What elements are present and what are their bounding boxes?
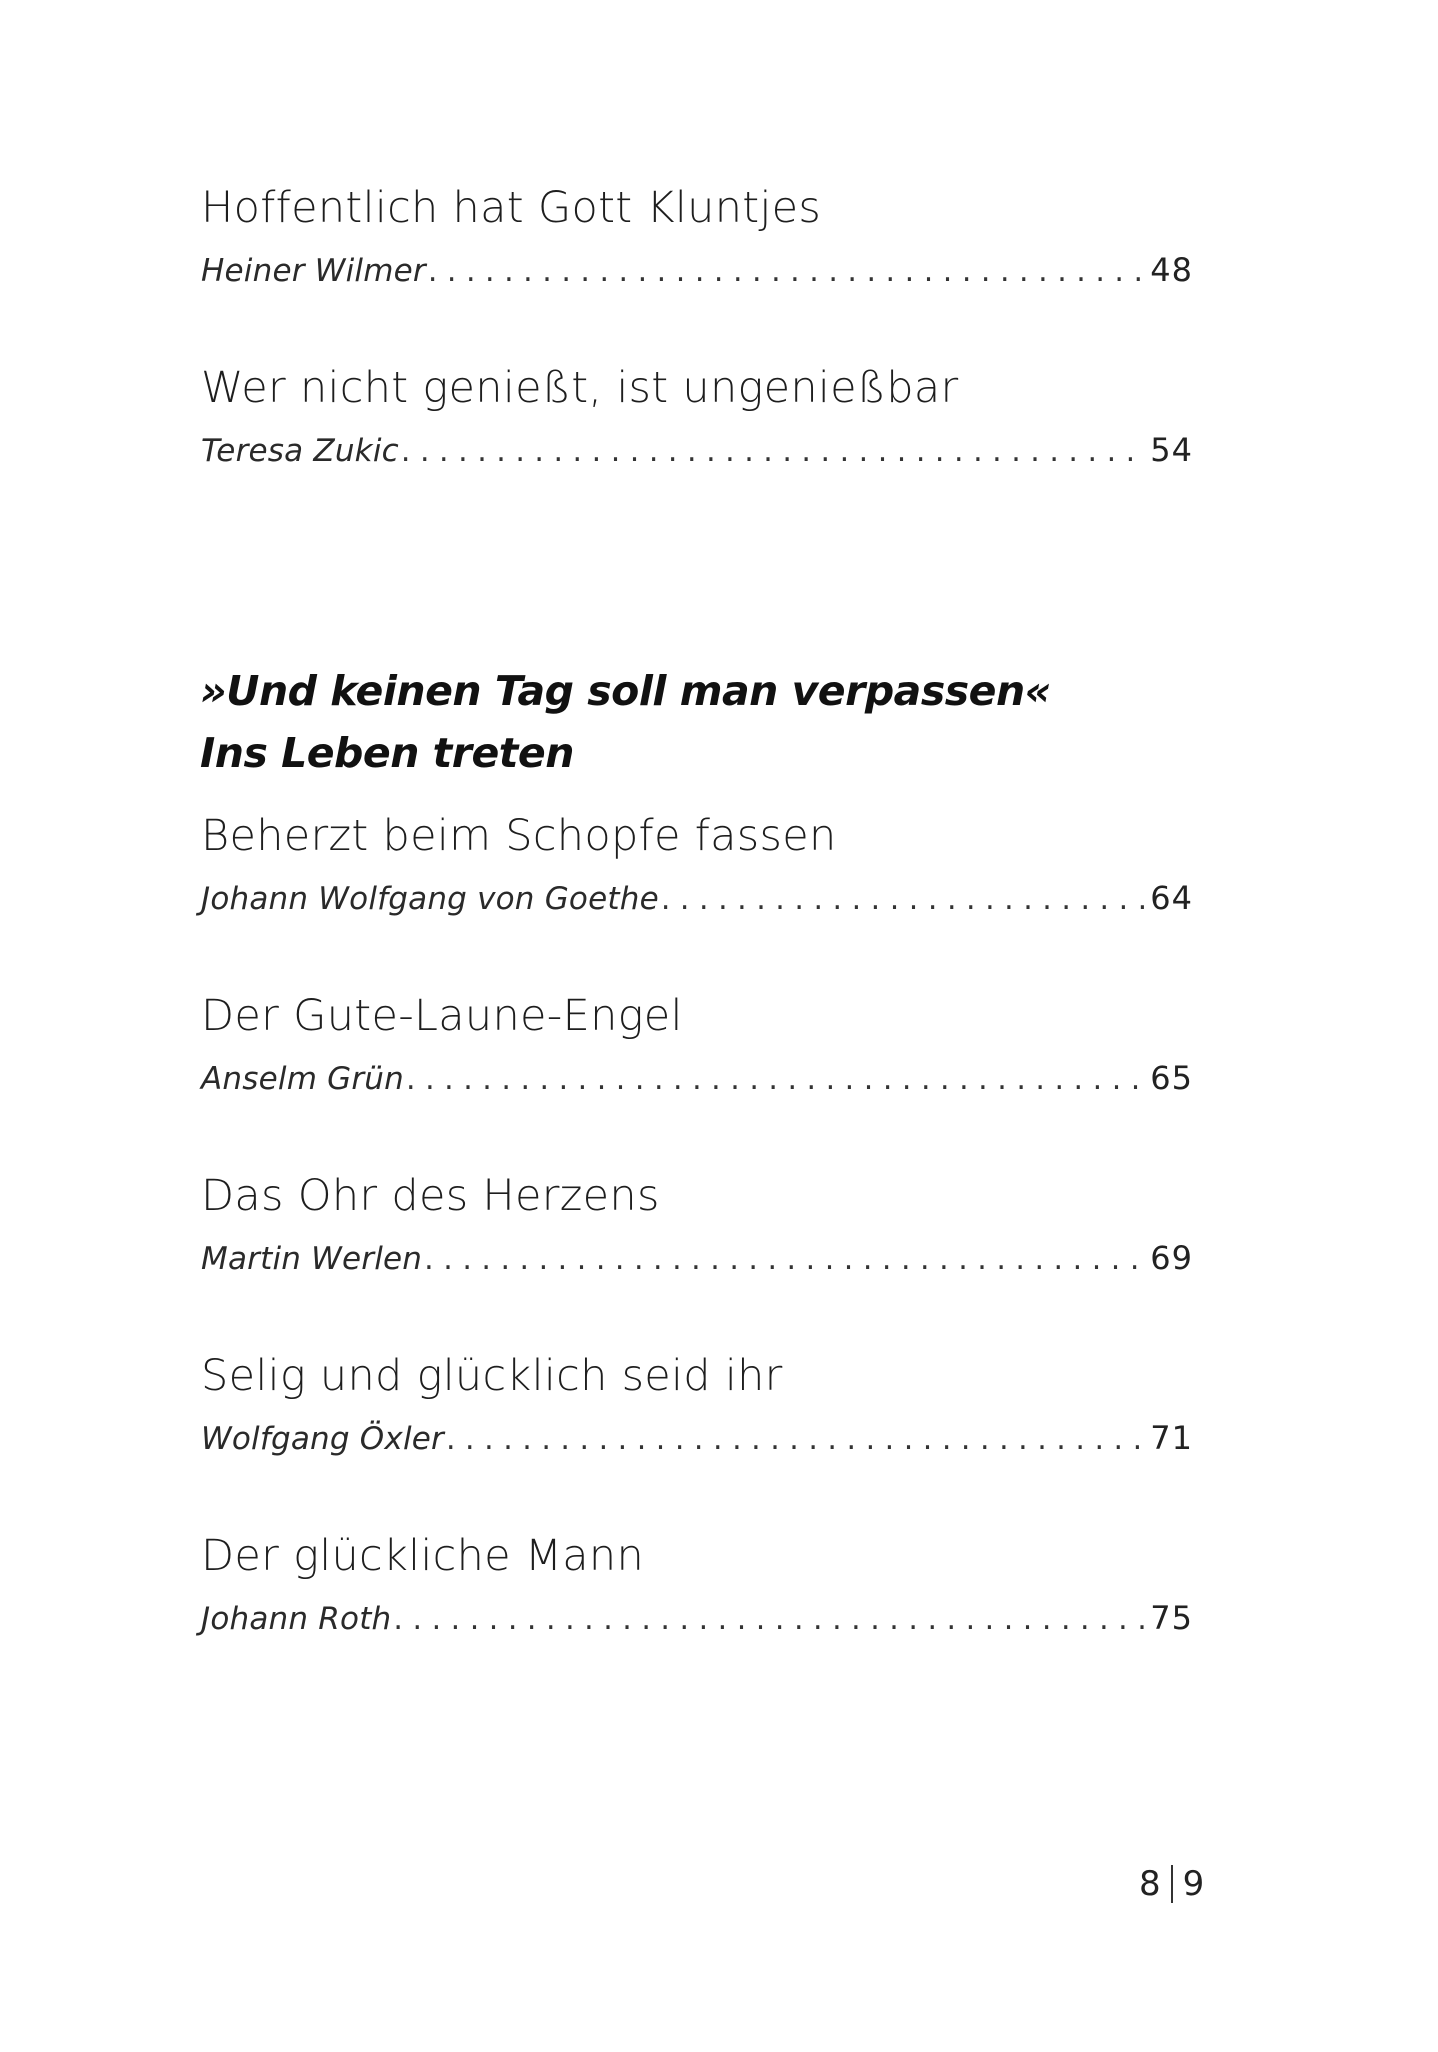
toc-entry — [201, 1348, 1193, 1462]
toc-entry — [201, 1168, 1193, 1282]
toc-entry-author: Teresa Zukic — [201, 433, 399, 469]
section-subtitle: Ins Leben treten — [200, 729, 574, 777]
toc-entry-author: Anselm Grün — [201, 1061, 405, 1097]
toc-entry — [201, 808, 1193, 922]
toc-entry — [201, 180, 1193, 294]
toc-entry-title: Das Ohr des Herzens — [201, 1171, 660, 1221]
toc-entry-title: Der glückliche Mann — [201, 1531, 645, 1581]
toc-entry-page: 69 — [1150, 1239, 1193, 1277]
dot-leader — [428, 250, 1144, 294]
toc-entry-title: Hoffentlich hat Gott Kluntjes — [201, 183, 822, 233]
folio-right-page: 9 — [1182, 1864, 1205, 1904]
toc-entry-author: Johann Roth — [201, 1601, 392, 1637]
toc-entry-author: Martin Werlen — [201, 1241, 423, 1277]
toc-entry-title: Selig und glücklich seid ihr — [201, 1351, 783, 1401]
toc-entry-page: 48 — [1150, 251, 1193, 289]
toc-entry-page: 65 — [1150, 1059, 1193, 1097]
toc-entry-title: Beherzt beim Schopfe fassen — [201, 811, 837, 861]
toc-entry-page: 71 — [1150, 1419, 1193, 1457]
dot-leader — [406, 1058, 1144, 1102]
dot-leader — [424, 1238, 1144, 1282]
dot-leader — [393, 1598, 1144, 1642]
toc-entry — [201, 988, 1193, 1102]
folio-divider — [1171, 1865, 1173, 1903]
toc-entry-title: Der Gute-Laune-Engel — [201, 991, 683, 1041]
toc-entry-author: Heiner Wilmer — [201, 253, 426, 289]
toc-entry-page: 64 — [1150, 879, 1193, 917]
section-heading — [200, 660, 1051, 784]
section-quote: »Und keinen Tag soll man verpassen« — [200, 667, 1051, 715]
page-folio — [1139, 1864, 1204, 1904]
dot-leader — [661, 878, 1144, 922]
toc-entry-author: Johann Wolfgang von Goethe — [201, 881, 659, 917]
toc-entry — [201, 360, 1193, 474]
dot-leader — [446, 1418, 1144, 1462]
toc-entry-page: 54 — [1150, 431, 1193, 469]
dot-leader — [401, 430, 1144, 474]
toc-entry — [201, 1528, 1193, 1642]
toc-entry-title: Wer nicht genießt, ist ungenießbar — [201, 363, 959, 413]
toc-entry-author: Wolfgang Öxler — [201, 1421, 444, 1457]
folio-left-page: 8 — [1139, 1864, 1161, 1904]
toc-entry-page: 75 — [1150, 1599, 1193, 1637]
